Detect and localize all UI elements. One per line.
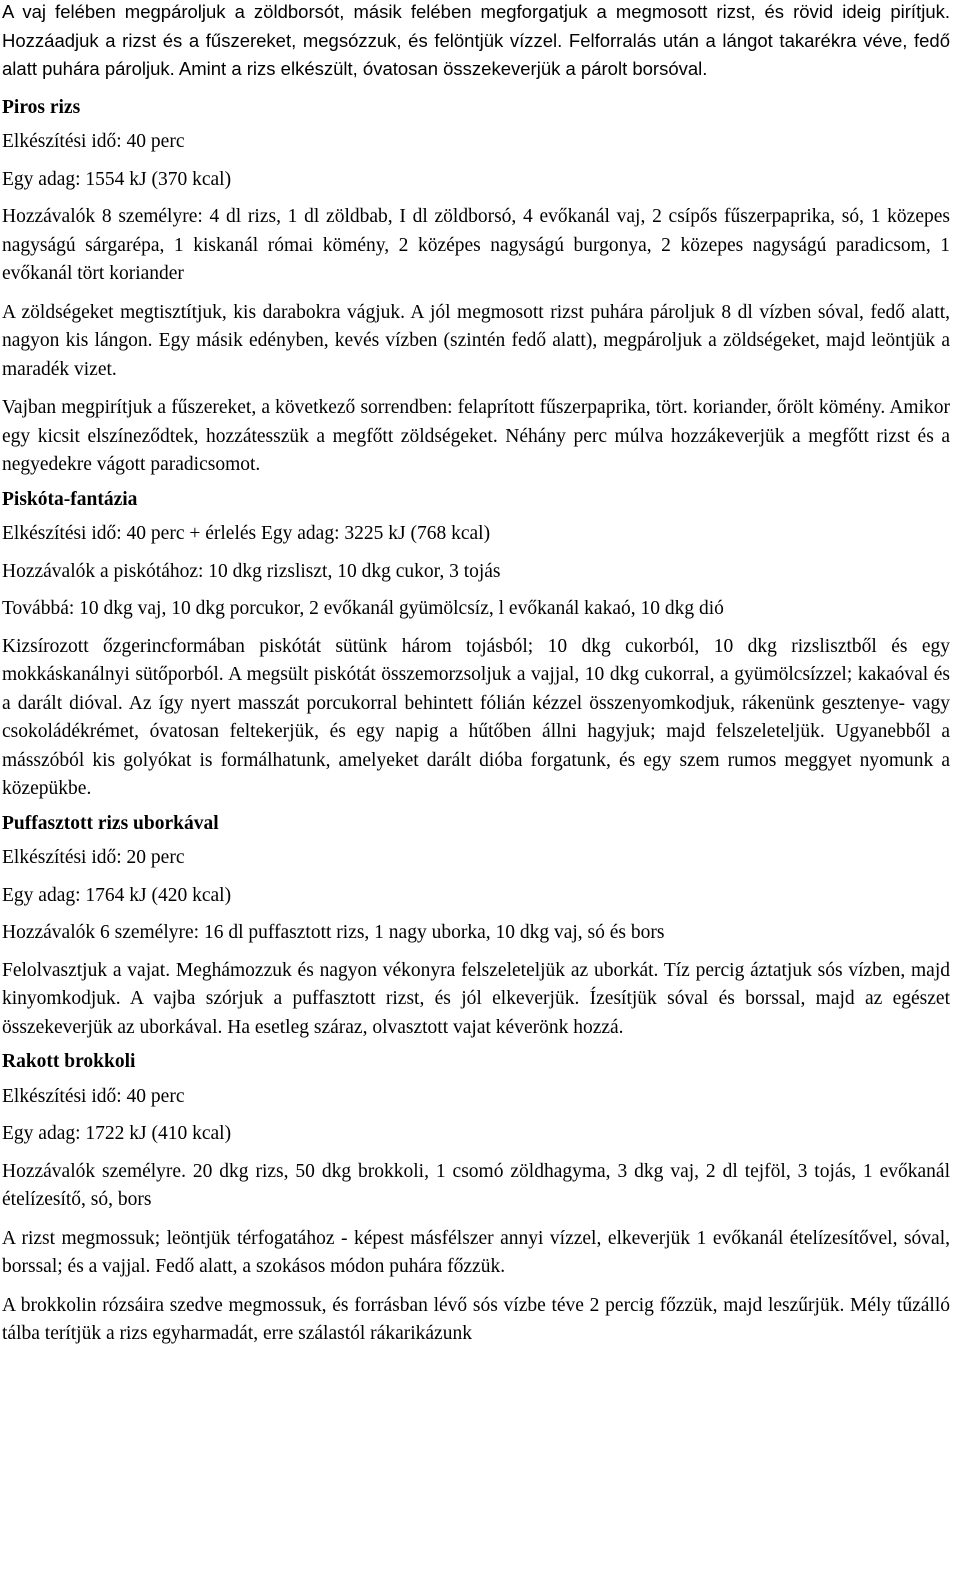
recipe-prep-time: Elkészítési idő: 40 perc xyxy=(2,1085,185,1107)
recipe-prep-time: Elkészítési idő: 20 perc xyxy=(2,847,185,868)
recipe-title-rakott-brokkoli: Rakott brokkoli xyxy=(2,1051,136,1072)
recipe-title-piskota-fantazia: Piskóta-fantázia xyxy=(2,488,138,510)
recipe-step: Vajban megpirítjuk a fűszereket, a következő sorrendben: felaprított fűszerpaprika, tört. koriander, őrölt kömény. Amikor egy kicsit elszíneződtek, hozzátesszük a megfőtt zöldségeket. Néhány perc múlva hozzákeverjük a megfőtt rizst és a negyedekre vágott paradicsomot. xyxy=(2,397,950,475)
intro-paragraph: A vaj felében megpároljuk a zöldborsót, másik felében megforgatjuk a megmosott rizst, és rövid ideig pirítjuk. Hozzáadjuk a rizst és a fűszereket, megsózzuk, és felöntjük vízzel. Felforralás után a lángot takarékra véve, fedő alatt puhára pároljuk. Amint a rizs elkészült, óvatosan összekeverjük a párolt borsóval. xyxy=(2,1,950,79)
recipe-prep-time: Elkészítési idő: 40 perc + érlelés Egy adag: 3225 kJ (768 kcal) xyxy=(2,523,491,544)
recipe-portion: Egy adag: 1722 kJ (410 kcal) xyxy=(2,1123,232,1144)
recipe-step: A zöldségeket megtisztítjuk, kis darabokra vágjuk. A jól megmosott rizst puhára pároljuk 8 dl vízben sóval, fedő alatt, nagyon kis lángon. Egy másik edényben, kevés vízben (szintén fedő alatt), megpároljuk a zöldségeket, majd leöntjük a maradék vizet. xyxy=(2,301,950,380)
recipe-ingredients: Hozzávalók 6 személyre: 16 dl puffasztott rizs, 1 nagy uborka, 10 dkg vaj, só és bors xyxy=(2,922,665,943)
recipe-title-puffasztott-rizs: Puffasztott rizs uborkával xyxy=(2,812,219,834)
recipe-step: A brokkolin rózsáira szedve megmossuk, és forrásban lévő sós vízbe téve 2 percig főzzük, majd leszűrjük. Mély tűzálló tálba terítjük a rizs egyharmadát, erre szálastól rákarikázunk xyxy=(2,1294,950,1344)
recipe-portion: Egy adag: 1764 kJ (420 kcal) xyxy=(2,884,232,906)
recipe-ingredients: Hozzávalók személyre. 20 dkg rizs, 50 dkg brokkoli, 1 csomó zöldhagyma, 3 dkg vaj, 2 dl tejföl, 3 tojás, 1 evőkanál ételízesítő, só, bors xyxy=(2,1160,950,1210)
recipe-step: Felolvasztjuk a vajat. Meghámozzuk és nagyon vékonyra felszeleteljük az uborkát. Tíz percig áztatjuk sós vízben, majd kinyomkodjuk. A vajba szórjuk a puffasztott rizst, és jól elkeverjük. Ízesítjük sóval és borssal, majd az egészet összekeverjük az uborkával. Ha esetleg száraz, olvasztott vajat kéverönk hozzá. xyxy=(2,959,950,1038)
recipe-portion: Egy adag: 1554 kJ (370 kcal) xyxy=(2,168,232,190)
recipe-title-piros-rizs: Piros rizs xyxy=(2,96,81,118)
document-page xyxy=(2,0,950,1359)
recipe-prep-time: Elkészítési idő: 40 perc xyxy=(2,131,185,152)
recipe-step: A rizst megmossuk; leöntjük térfogatához - képest másfélszer annyi vízzel, elkeverjük 1 evőkanál ételízesítővel, sóval, borssal; és a vajjal. Fedő alatt, a szokásos módon puhára főzzük. xyxy=(2,1227,950,1277)
recipe-ingredients: Hozzávalók a piskótához: 10 dkg rizsliszt, 10 dkg cukor, 3 tojás xyxy=(2,560,501,582)
recipe-step: Kizsírozott őzgerincformában piskótát sütünk három tojásból; 10 dkg cukorból, 10 dkg rizslisztből és egy mokkáskanálnyi sütőporból. A megsült piskótát összemorzsoljuk a vajjal, 10 dkg cukorral, a gyümölcsízzel; kakaóval és a darált dióval. Az így nyert masszát porcukorral behintett fólián kézzel összenyomkodjuk, rákenünk gesztenye- vagy csokoládékrémet, óvatosan feltekerjük, és egy napig a hűtőben állni hagyjuk; majd felszeleteljük. Ugyanebből a másszóból kis golyókat is formálhatunk, amelyeket darált dióba forgatunk, és egy szem rumos meggyet nyomunk a közepükbe. xyxy=(2,635,950,799)
recipe-ingredients: Hozzávalók 8 személyre: 4 dl rizs, 1 dl zöldbab, I dl zöldborsó, 4 evőkanál vaj, 2 csípős fűszerpaprika, só, 1 közepes nagyságú sárgarépa, 1 kiskanál római kömény, 2 középes nagyságú burgonya, 2 közepes nagyságú paradicsom, 1 evőkanál tört koriander xyxy=(2,206,950,284)
recipe-extra-ingredients: Továbbá: 10 dkg vaj, 10 dkg porcukor, 2 evőkanál gyümölcsíz, l evőkanál kakaó, 10 dkg dió xyxy=(2,598,724,619)
